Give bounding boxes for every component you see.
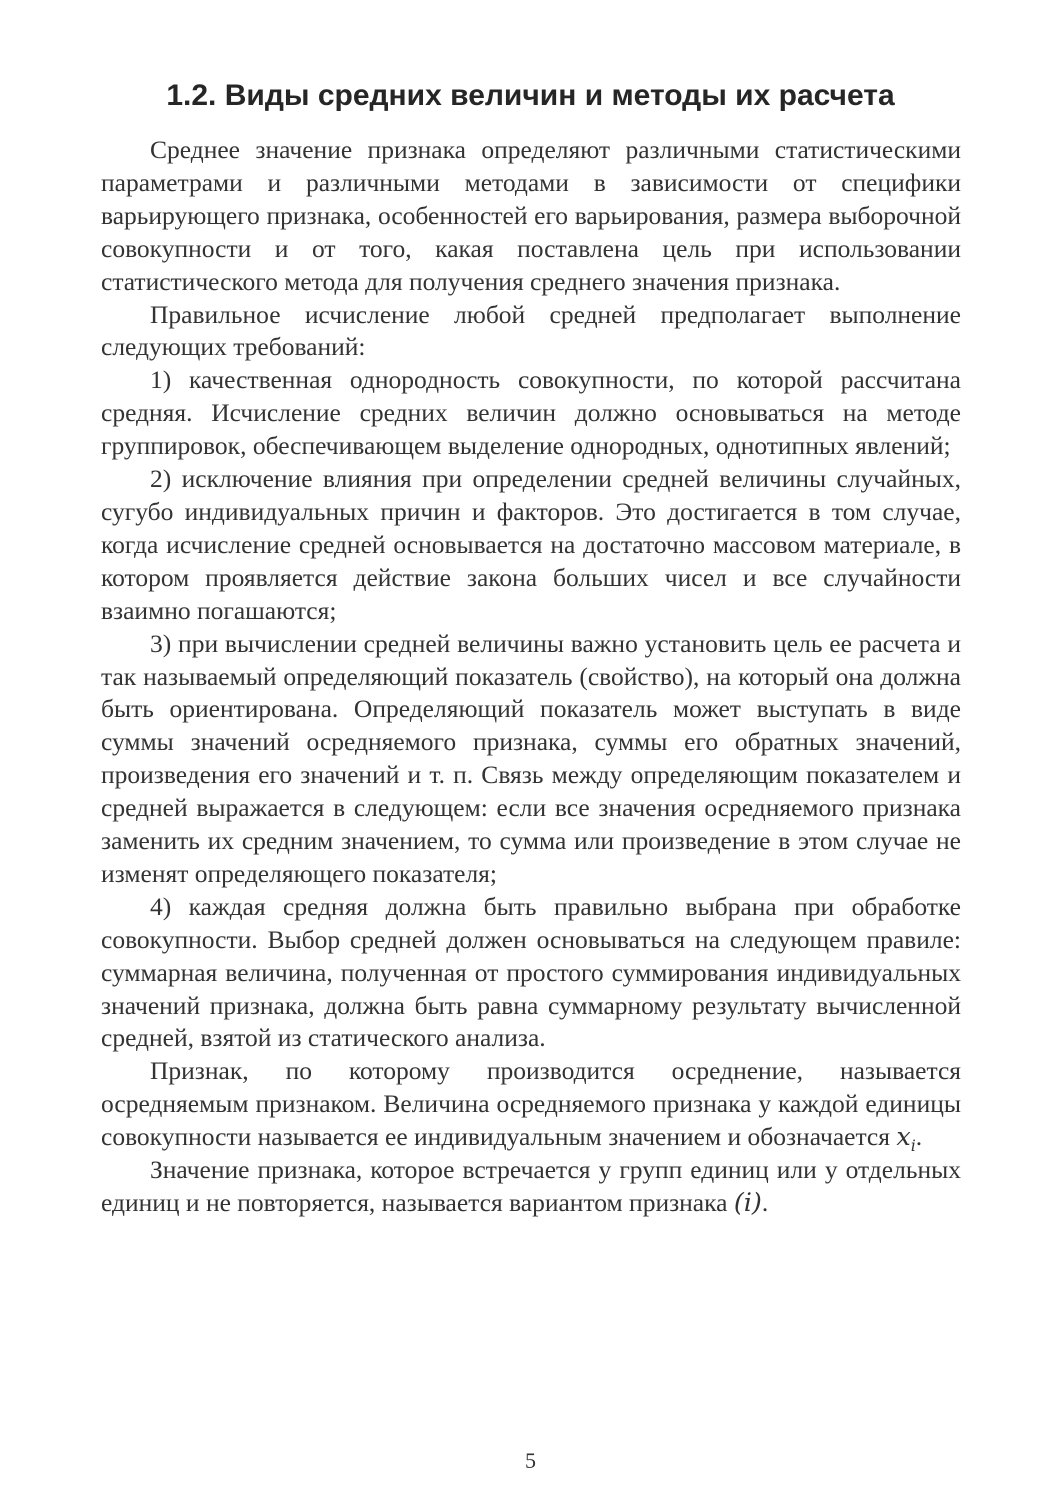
paragraph-variant bbox=[101, 1154, 961, 1220]
paragraph-requirement-4: 4) каждая средняя должна быть правильно выбрана при обработке совокупности. Выбор средней должен основываться на следующем правиле: суммарная величина, полученная от простого суммирования индивидуальных значений признака, должна быть равна суммарному результату вычисленной средней, взятой из статического анализа. bbox=[101, 891, 961, 1053]
math-i-subscript: i bbox=[910, 1136, 916, 1156]
paragraph-requirement-1: 1) качественная однородность совокупности, по которой рассчитана средняя. Исчисление средних величин должно основываться на методе группировок, обеспечивающем выделение однородных, однотипных явлений; bbox=[101, 365, 961, 461]
paragraph-intro: Среднее значение признака определяют различными статистическими параметрами и различными методами в зависимости от специфики варьирующего признака, особенностей его варьирования, размера выборочной совокупности и от того, какая поставлена цель при использовании статистического метода для получения среднего значения признака. bbox=[101, 135, 961, 296]
paragraph-variant-text: Значение признака, которое встречается у групп единиц или у отдельных единиц и не повторяется, называется вариантом признака bbox=[101, 1155, 961, 1217]
math-x-symbol: x bbox=[896, 1122, 911, 1153]
paragraph-averaged-attribute-text: Признак, по которому производится осреднение, называется осредняемым признаком. Величина осредняемого признака у каждой единицы совокупности называется ее индивидуальным значением и обозначается bbox=[101, 1056, 961, 1152]
paragraph-requirement-2: 2) исключение влияния при определении средней величины случайных, сугубо индивидуальных причин и факторов. Это достигается в том случае, когда исчисление средней основывается на достаточно массовом материале, в котором проявляется действие закона больших чисел и все случайности взаимно погашаются; bbox=[101, 464, 961, 625]
paragraph-averaged-attribute-end: . bbox=[915, 1122, 923, 1152]
paragraph-requirement-3: 3) при вычислении средней величины важно установить цель ее расчета и так называемый определяющий показатель (свойство), на который она должна быть ориентирована. Определяющий показатель может выступать в виде суммы значений осредняемого признака, суммы его обратных значений, произведения его значений и т. п. Связь между определяющим показателем и средней выражается в следующем: если все значения осредняемого признака заменить их средним значением, то сумма или произведение в этом случае не изменят определяющего показателя; bbox=[101, 628, 961, 888]
body-text bbox=[101, 134, 961, 1220]
page-number: 5 bbox=[525, 1448, 536, 1473]
math-x-i bbox=[896, 1122, 916, 1156]
paragraph-variant-end: . bbox=[761, 1188, 769, 1217]
paragraph-averaged-attribute bbox=[101, 1055, 961, 1154]
section-title: 1.2. Виды средних величин и методы их расчета bbox=[166, 79, 895, 112]
math-i-symbol: (i) bbox=[733, 1188, 762, 1218]
paragraph-requirements: Правильное исчисление любой средней предполагает выполнение следующих требований: bbox=[101, 299, 961, 362]
